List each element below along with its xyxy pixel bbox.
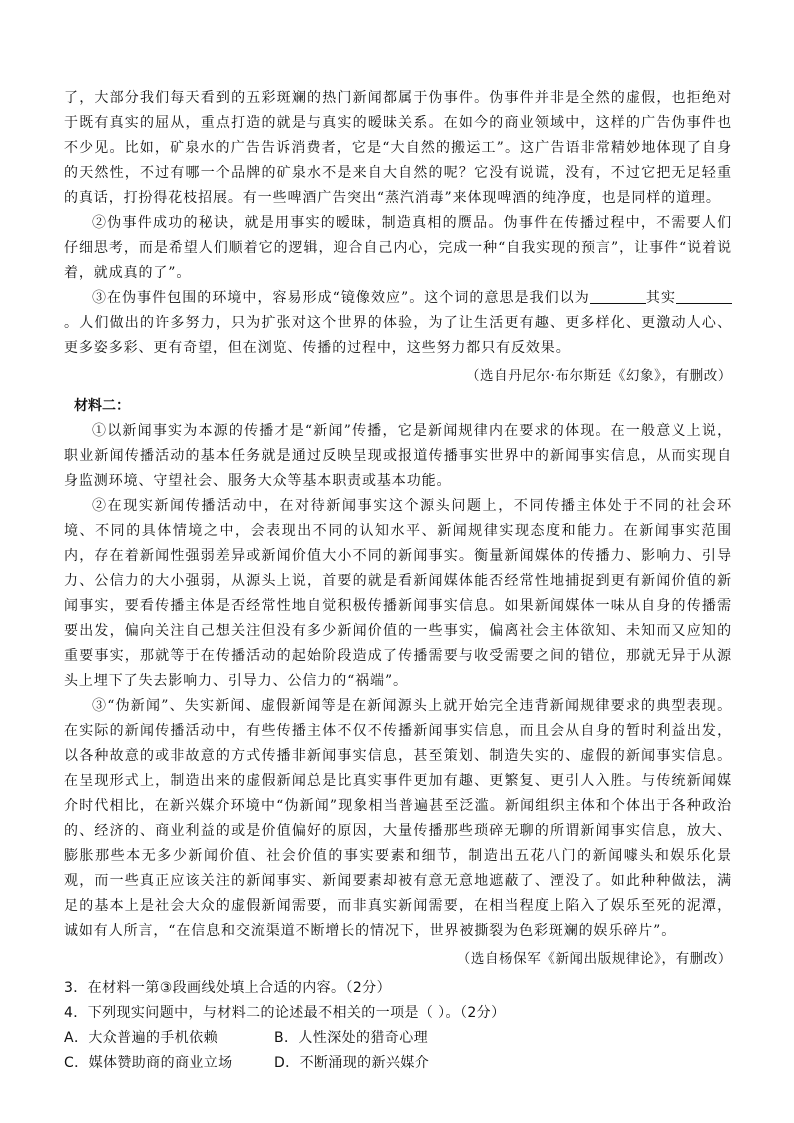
option-a[interactable]: A．大众普遍的手机依赖	[64, 1030, 218, 1046]
material1-paragraph-3-part-c: 。人们做出的许多努力，只为扩张对这个世界的体验，为了让生活更有趣、更多样化、更激动人心、更多姿多彩、更有奇望，但在浏览、传播的过程中，这些努力都只有反效果。	[64, 315, 732, 356]
material1-paragraph-intro: 了，大部分我们每天看到的五彩斑斓的热门新闻都属于伪事件。伪事件并非是全然的虚假，也拒绝对于既有真实的屈从，重点打造的就是与真实的暧昧关系。在如今的商业领域中，这样的广告伪事件也不少见。比如，矿泉水的广告告诉消费者，它是“大自然的搬运工”。这广告语非常精妙地体现了自身的天然性，不过有哪一个品牌的矿泉水不是来自大自然的呢？它没有说谎，没有，不过它把无足轻重的真话，打扮得花枝招展。有一些啤酒广告突出“蒸汽消毒”来体现啤酒的纯净度，也是同样的道理。	[64, 90, 732, 206]
question-4: 4．下列现实问题中，与材料二的论述最不相关的一项是（ ）。（2分）	[64, 1005, 506, 1021]
question-4-options	[64, 1026, 732, 1076]
material1-paragraph-2: ②伪事件成功的秘诀，就是用事实的暧昧，制造真相的赝品。伪事件在传播过程中，不需要人们仔细思考，而是希望人们顺着它的逻辑，迎合自己内心，完成一种“自我实现的预言”，让事件“说着说着，就成真的了”。	[64, 215, 732, 281]
option-d[interactable]: D．不断涌现的新兴媒介	[274, 1055, 430, 1071]
material2-paragraph-1: ①以新闻事实为本源的传播才是“新闻”传播，它是新闻规律内在要求的体现。在一般意义上说，职业新闻传播活动的基本任务就是通过反映呈现或报道传播事实世界中的新闻事实信息，从而实现自身监测环境、守望社会、服务大众等基本职责或基本功能。	[64, 423, 732, 489]
material2-source: （选自杨保军《新闻出版规律论》，有删改）	[456, 951, 732, 967]
material2-paragraph-2: ②在现实新闻传播活动中，在对待新闻事实这个源头问题上，不同传播主体处于不同的社会环境、不同的具体情境之中，会表现出不同的认知水平、新闻规律实现态度和能力。在新闻事实范围内，存在着新闻性强弱差异或新闻价值大小不同的新闻事实。衡量新闻媒体的传播力、影响力、引导力、公信力的大小强弱，从源头上说，首要的就是看新闻媒体能否经常性地捕捉到更有新闻价值的新闻事实，要看传播主体是否经常性地自觉积极传播新闻事实信息。如果新闻媒体一味从自身的传播需要出发，偏向关注自己想关注但没有多少新闻价值的一些事实，偏离社会主体欲知、未知而又应知的重要事实，那就等于在传播活动的起始阶段造成了传播需要与收受需要之间的错位，那就无异于从源头上埋下了失去影响力、引导力、公信力的“祸端”。	[64, 498, 732, 689]
option-c[interactable]: C．媒体赞助商的商业立场	[64, 1055, 233, 1071]
exam-page	[64, 86, 732, 1076]
material2-heading: 材料二：	[74, 398, 130, 414]
material1-source: （选自丹尼尔·布尔斯廷《幻象》，有删改）	[465, 368, 732, 384]
option-b[interactable]: B．人性深处的猎奇心理	[274, 1030, 429, 1046]
material1-paragraph-3-part-a: ③在伪事件包围的环境中，容易形成“镜像效应”。这个词的意思是我们以为	[92, 290, 590, 306]
material2-paragraph-3: ③“伪新闻”、失实新闻、虚假新闻等是在新闻源头上就开始完全违背新闻规律要求的典型表现。在实际的新闻传播活动中，有些传播主体不仅不传播新闻事实信息，而且会从自身的暂时利益出发，以各种故意的或非故意的方式传播非新闻事实信息，甚至策划、制造失实的、虚假的新闻事实信息。在呈现形式上，制造出来的虚假新闻总是比真实事件更加有趣、更繁复、更引人入胜。与传统新闻媒介时代相比，在新兴媒介环境中“伪新闻”现象相当普遍甚至泛滥。新闻组织主体和个体出于各种政治的、经济的、商业利益的或是价值偏好的原因，大量传播那些琐碎无聊的所谓新闻事实信息，放大、膨胀那些本无多少新闻价值、社会价值的事实要素和细节，制造出五花八门的新闻噱头和娱乐化景观，而一些真正应该关注的新闻事实、新闻要素却被有意无意地遮蔽了、湮没了。如此种种做法，满足的基本上是社会大众的虚假新闻需要，而非真实新闻需要，在相当程度上陷入了娱乐至死的泥潭，诚如有人所言，“在信息和交流渠道不断增长的情况下，世界被撕裂为色彩斑斓的娱乐碎片”。	[64, 698, 732, 939]
material1-paragraph-3	[64, 286, 732, 361]
question-3: 3．在材料一第③段画线处填上合适的内容。（2分）	[64, 980, 391, 996]
answer-blank-1[interactable]	[590, 289, 646, 304]
answer-blank-2[interactable]	[676, 289, 732, 304]
material1-paragraph-3-part-b: 其实	[645, 290, 676, 306]
